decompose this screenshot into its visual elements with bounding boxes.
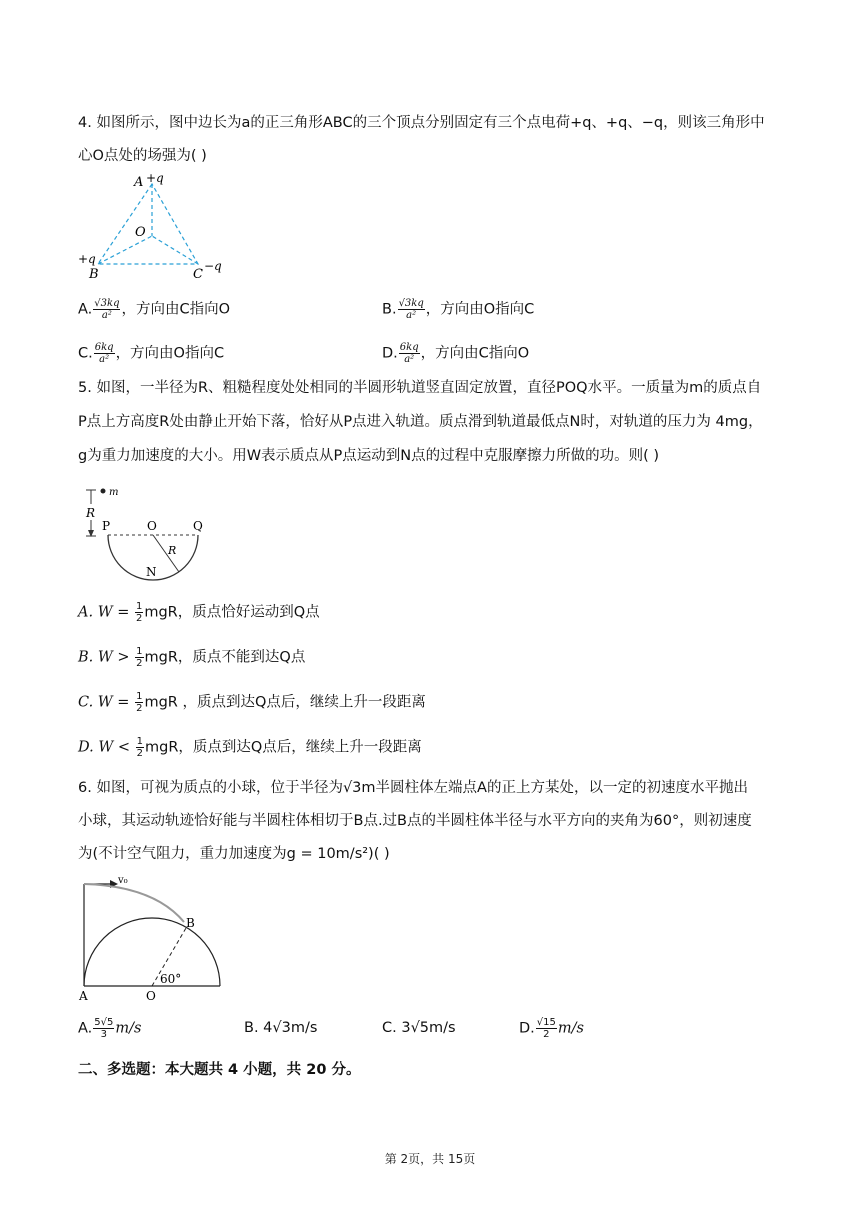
q5-label-m: m: [109, 487, 119, 498]
q5-label-r-left: R: [86, 506, 96, 520]
q4-triangle-figure: [74, 170, 234, 282]
q6-option-c[interactable]: C. 3√5m/s: [382, 1020, 456, 1036]
q4-label-b-charge: +q: [78, 252, 96, 266]
q4-option-d[interactable]: D. $\frac{6kq}{\text{a²}}$ ，方向由C指向O: [382, 342, 530, 365]
q5-stem-line3: g为重力加速度的大小。用W表示质点从P点运动到N点的过程中克服摩擦力所做的功。则( ): [78, 448, 660, 464]
q4-label-a-charge: +q: [146, 171, 164, 185]
q5-label-o: O: [147, 519, 157, 533]
q5-stem-line1: 5. 如图，一半径为R、粗糙程度处处相同的半圆形轨道竖直固定放置，直径POQ水平。一质量为m的质点自: [78, 380, 762, 396]
q4-label-b: B: [89, 267, 99, 282]
q6-label-o: O: [146, 989, 156, 1003]
q6-stem-line3: 为(不计空气阻力，重力加速度为g = 10m/s²)( ): [78, 846, 390, 862]
q6-option-d[interactable]: D. $\frac{√15}{2}$ m/s: [519, 1017, 584, 1040]
q4-label-c-charge: −q: [204, 259, 222, 273]
q6-option-a[interactable]: A. $\frac{5√5}{3}$ m/s: [78, 1017, 142, 1040]
q5-option-d[interactable]: D. W < $\frac{1}{2}$ mgR，质点到达Q点后，继续上升一段距离: [78, 736, 422, 759]
q5-label-n: N: [146, 565, 157, 579]
q4-stem-line2: 心O点处的场强为( ): [78, 148, 207, 164]
q6-option-b[interactable]: B. 4√3m/s: [244, 1020, 318, 1036]
q5-stem-line2: P点上方高度R处由静止开始下落，恰好从P点进入轨道。质点滑到轨道最低点N时，对轨道的压力为 4mg，: [78, 414, 763, 430]
q5-option-c[interactable]: C. W = $\frac{1}{2}$ mgR ，质点到达Q点后，继续上升一段距离: [78, 691, 426, 714]
q4-label-a: A: [134, 175, 144, 190]
q6-stem-line2: 小球，其运动轨迹恰好能与半圆柱体相切于B点.过B点的半圆柱体半径与水平方向的夹角为60°，则初速度: [78, 813, 752, 829]
q5-semicircle-figure: [80, 482, 220, 584]
q4-option-c[interactable]: C. $\frac{6kq}{\text{a²}}$ ，方向由O指向C: [78, 342, 225, 365]
q6-half-cylinder-figure: [74, 870, 234, 1004]
q4-label-c: C: [193, 267, 203, 282]
q6-label-angle: 60°: [160, 972, 182, 986]
q5-label-q: Q: [193, 519, 203, 533]
q5-option-a[interactable]: A. W = $\frac{1}{2}$ mgR，质点恰好运动到Q点: [78, 601, 320, 624]
q5-option-b[interactable]: B. W > $\frac{1}{2}$ mgR，质点不能到达Q点: [78, 646, 306, 669]
section-heading-multi-choice: 二、多选题：本大题共 4 小题，共 20 分。: [78, 1062, 361, 1078]
q4-stem-line1: 4. 如图所示，图中边长为a的正三角形ABC的三个顶点分别固定有三个点电荷+q、+q、−q，则该三角形中: [78, 115, 765, 131]
q5-label-p: P: [102, 519, 111, 533]
q5-label-r: R: [168, 544, 177, 557]
q6-label-b: B: [186, 916, 195, 930]
q4-option-a[interactable]: A. $\frac{√3kq}{\text{a²}}$ ，方向由C指向O: [78, 298, 231, 321]
q4-label-o: O: [135, 225, 146, 240]
q4-option-b[interactable]: B. $\frac{√3kq}{\text{a²}}$ ，方向由O指向C: [382, 298, 535, 321]
q6-label-a: A: [79, 989, 88, 1003]
q6-label-v0: v₀: [118, 875, 128, 886]
q6-stem-line1: 6. 如图，可视为质点的小球，位于半径为√3m半圆柱体左端点A的正上方某处，以一定的初速度水平抛出: [78, 780, 748, 796]
page-footer: 第 2页，共 15页: [384, 1152, 476, 1166]
